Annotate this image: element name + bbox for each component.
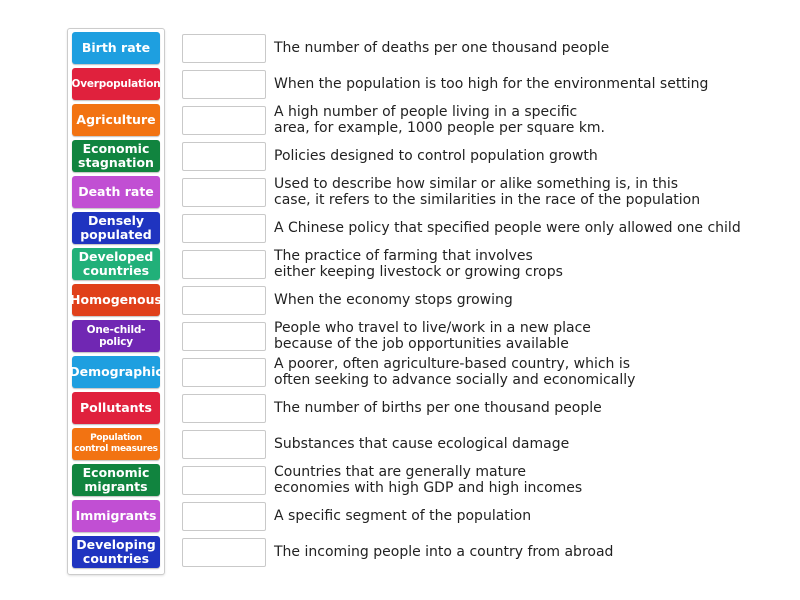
term-tile[interactable]: Overpopulation [72, 68, 160, 100]
definition-text: Countries that are generally mature economies with high GDP and high incomes [274, 464, 583, 496]
definition-text: A high number of people living in a specific area, for example, 1000 people per square km. [274, 104, 606, 136]
drop-slot[interactable] [182, 466, 266, 495]
definition-text: Policies designed to control population growth [274, 148, 598, 164]
definition-text: Substances that cause ecological damage [274, 436, 570, 452]
drop-slot[interactable] [182, 394, 266, 423]
drop-slot[interactable] [182, 358, 266, 387]
drop-slot[interactable] [182, 70, 266, 99]
term-tile[interactable]: Population control measures [72, 428, 160, 460]
drop-slot[interactable] [182, 286, 266, 315]
drop-slot[interactable] [182, 430, 266, 459]
term-tile[interactable]: Densely populated [72, 212, 160, 244]
definition-text: Used to describe how similar or alike something is, in this case, it refers to the similarities in the race of the population [274, 176, 701, 208]
term-tile[interactable]: Developed countries [72, 248, 160, 280]
drop-slot[interactable] [182, 34, 266, 63]
term-tile[interactable]: Pollutants [72, 392, 160, 424]
term-tile[interactable]: Demographic [72, 356, 160, 388]
definition-text: When the population is too high for the environmental setting [274, 76, 709, 92]
definition-text: The practice of farming that involves either keeping livestock or growing crops [274, 248, 563, 280]
definition-text: The incoming people into a country from abroad [274, 544, 614, 560]
drop-slot[interactable] [182, 106, 266, 135]
term-tile[interactable]: Death rate [72, 176, 160, 208]
drop-slot[interactable] [182, 250, 266, 279]
definition-text: People who travel to live/work in a new place because of the job opportunities available [274, 320, 591, 352]
definition-text: The number of deaths per one thousand people [274, 40, 610, 56]
drop-slot[interactable] [182, 538, 266, 567]
drop-slot[interactable] [182, 502, 266, 531]
term-tile[interactable]: Homogenous [72, 284, 160, 316]
term-tile[interactable]: Economic migrants [72, 464, 160, 496]
drop-slot[interactable] [182, 178, 266, 207]
drop-slot[interactable] [182, 214, 266, 243]
definition-text: When the economy stops growing [274, 292, 513, 308]
drop-slot[interactable] [182, 142, 266, 171]
definition-text: The number of births per one thousand people [274, 400, 602, 416]
term-tile[interactable]: Economic stagnation [72, 140, 160, 172]
definition-text: A specific segment of the population [274, 508, 532, 524]
term-tile[interactable]: One-child-policy [72, 320, 160, 352]
term-tile[interactable]: Agriculture [72, 104, 160, 136]
term-tile[interactable]: Birth rate [72, 32, 160, 64]
term-tile[interactable]: Immigrants [72, 500, 160, 532]
term-tile[interactable]: Developing countries [72, 536, 160, 568]
definition-text: A Chinese policy that specified people were only allowed one child [274, 220, 741, 236]
definition-text: A poorer, often agriculture-based country, which is often seeking to advance socially and economically [274, 356, 636, 388]
drop-slot[interactable] [182, 322, 266, 351]
